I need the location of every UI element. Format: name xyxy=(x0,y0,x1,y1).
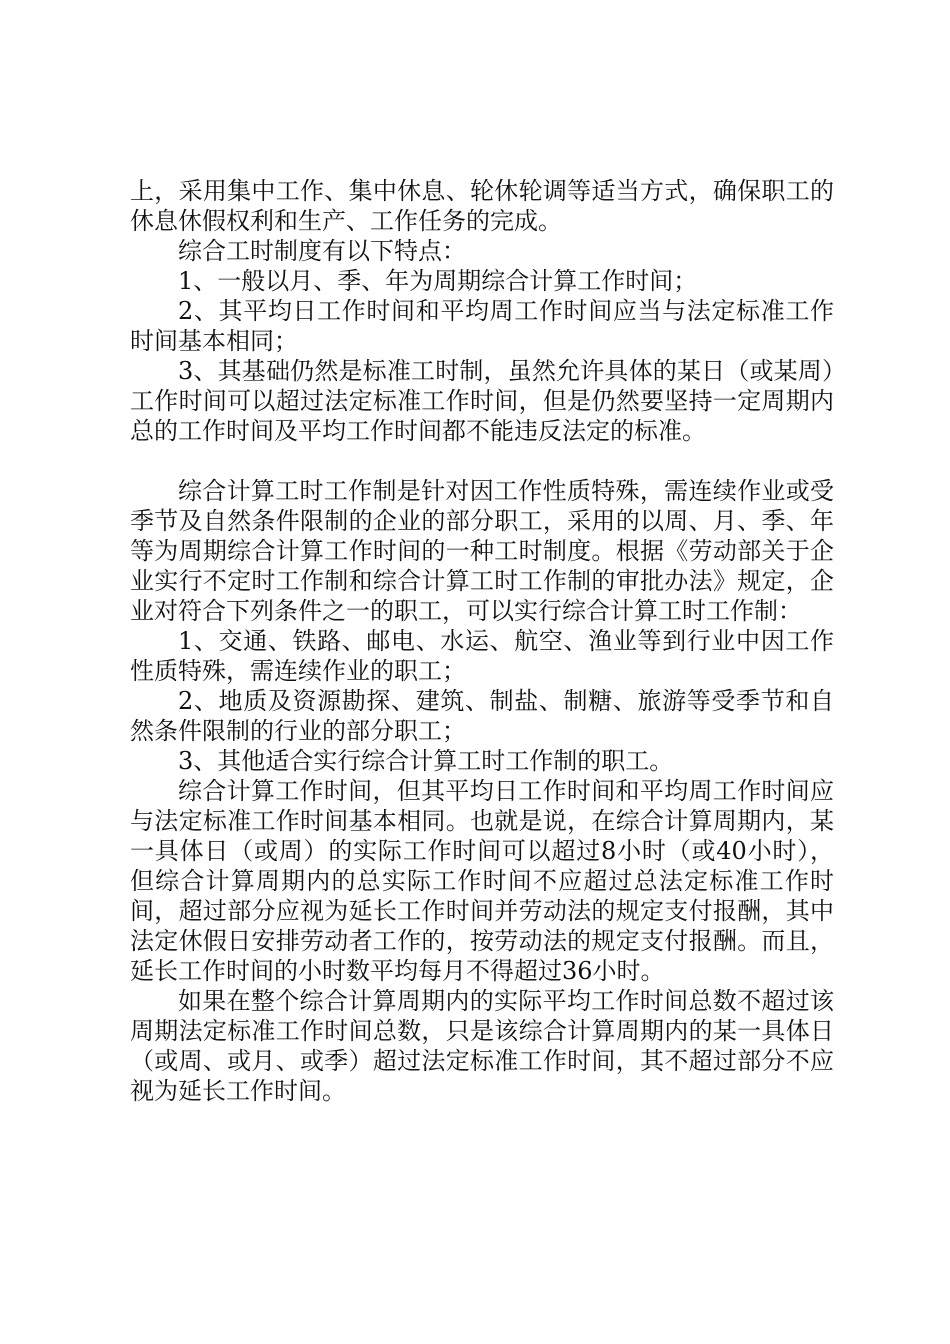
document-body xyxy=(130,176,834,1106)
paragraph-calculation: 综合计算工作时间，但其平均日工作时间和平均周工作时间应与法定标准工作时间基本相同。也就是说，在综合计算周期内，某一具体日（或周）的实际工作时间可以超过8小时（或40小时），但综合计算周期内的总实际工作时间不应超过总法定标准工作时间，超过部分应视为延长工作时间并劳动法的规定支付报酬，其中法定休假日安排劳动者工作的，按劳动法的规定支付报酬。而且，延长工作时间的小时数平均每月不得超过36小时。 xyxy=(130,777,834,985)
list-item-condition-1: 1、交通、铁路、邮电、水运、航空、渔业等到行业中因工作性质特殊，需连续作业的职工； xyxy=(130,627,834,685)
paragraph-continuation: 上，采用集中工作、集中休息、轮休轮调等适当方式，确保职工的休息休假权利和生产、工作任务的完成。 xyxy=(130,177,834,235)
list-item-condition-3: 3、其他适合实行综合计算工时工作制的职工。 xyxy=(178,747,674,775)
list-item-feature-2: 2、其平均日工作时间和平均周工作时间应当与法定标准工作时间基本相同； xyxy=(130,297,834,355)
list-item-condition-2: 2、地质及资源勘探、建筑、制盐、制糖、旅游等受季节和自然条件限制的行业的部分职工； xyxy=(130,687,834,745)
paragraph-spacer xyxy=(130,446,834,476)
paragraph-features-heading: 综合工时制度有以下特点： xyxy=(178,237,466,265)
list-item-feature-1: 1、一般以月、季、年为周期综合计算工作时间； xyxy=(178,267,698,295)
list-item-feature-3: 3、其基础仍然是标准工时制，虽然允许具体的某日（或某周）工作时间可以超过法定标准工作时间，但是仍然要坚持一定周期内总的工作时间及平均工作时间都不能违反法定的标准。 xyxy=(130,357,834,445)
paragraph-overtime-rule: 如果在整个综合计算周期内的实际平均工作时间总数不超过该周期法定标准工作时间总数，只是该综合计算周期内的某一具体日（或周、或月、或季）超过法定标准工作时间，其不超过部分不应视为延长工作时间。 xyxy=(130,987,834,1105)
paragraph-definition: 综合计算工时工作制是针对因工作性质特殊，需连续作业或受季节及自然条件限制的企业的部分职工，采用的以周、月、季、年等为周期综合计算工作时间的一种工时制度。根据《劳动部关于企业实行不定时工作制和综合计算工时工作制的审批办法》规定，企业对符合下列条件之一的职工，可以实行综合计算工时工作制： xyxy=(130,477,834,625)
